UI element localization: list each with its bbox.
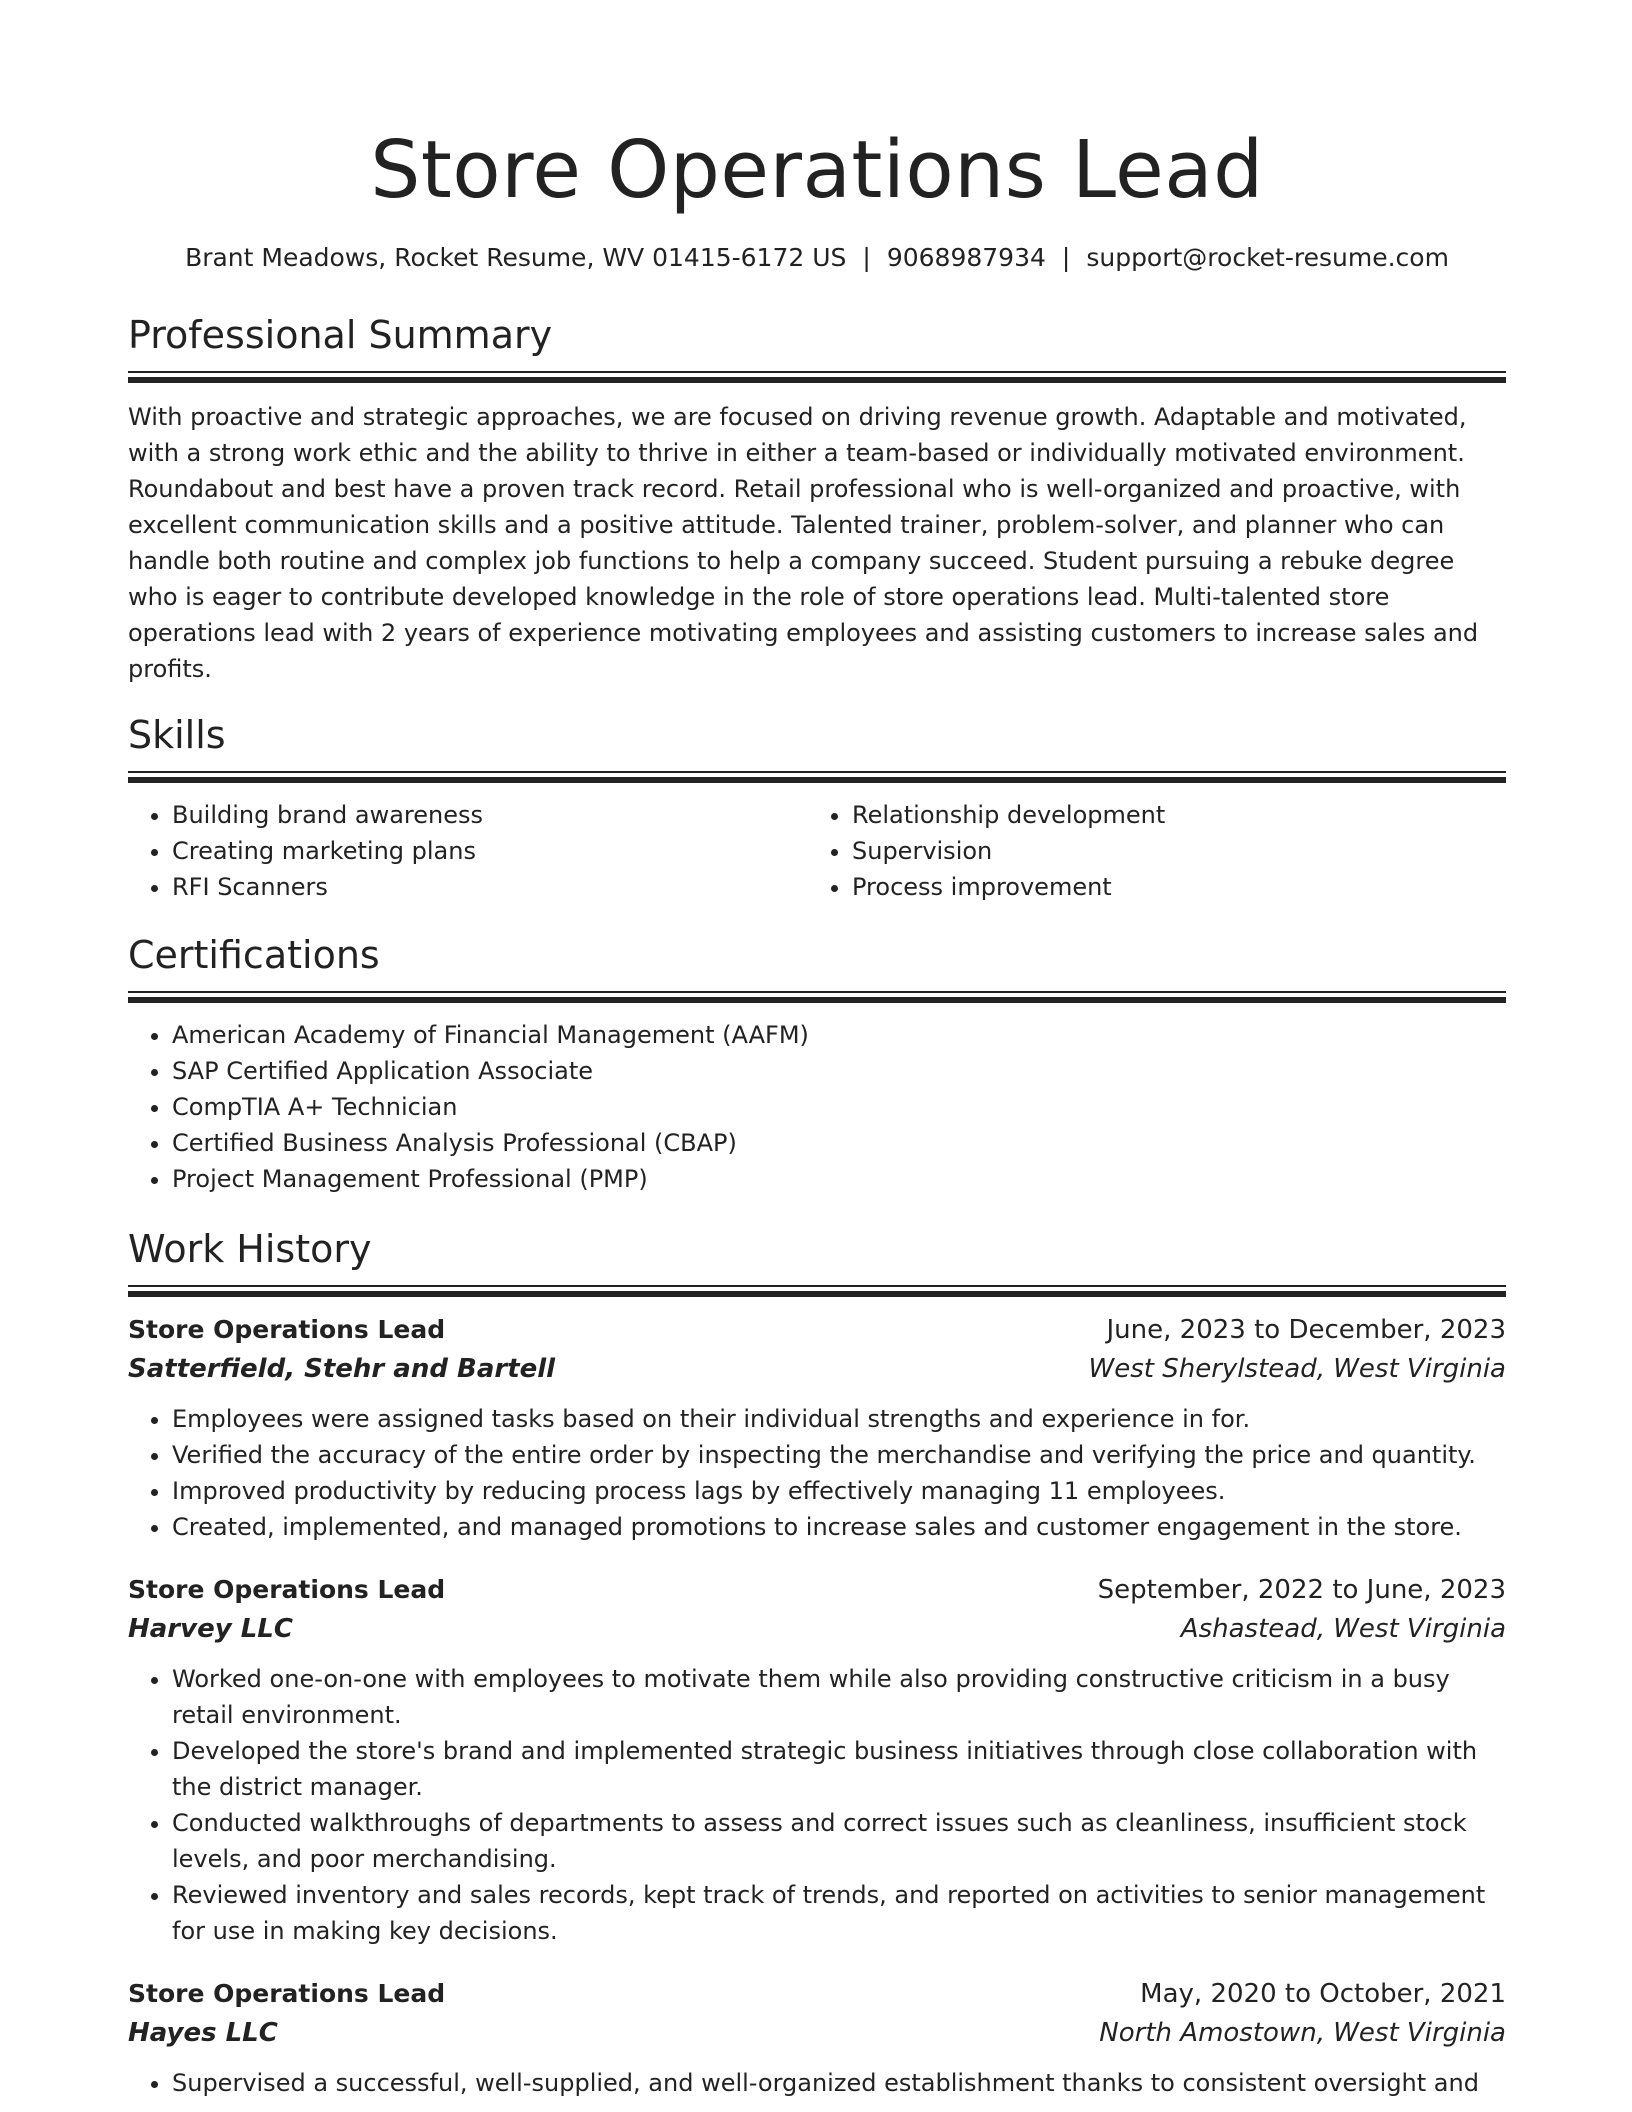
certification-item: • Project Management Professional (PMP) bbox=[172, 1161, 1506, 1197]
summary-text: With proactive and strategic approaches, we are focused on driving revenue growth. Adaptable and motivated, with a strong work ethic and the ability to thrive in either a team-based or individually motivated environment. Roundabout and best have a proven track record. Retail professional who is well-organized and proactive, with excellent communication skills and a positive attitude. Talented trainer, problem-solver, and planner who can handle both routine and complex job functions to help a company succeed. Student pursuing a rebuke degree who is eager to contribute developed knowledge in the role of store operations lead. Multi-talented store operations lead with 2 years of experience motivating employees and assisting customers to increase sales and profits. bbox=[128, 403, 1479, 683]
job-company: Harvey LLC bbox=[128, 1614, 293, 1644]
section-divider bbox=[128, 771, 1506, 783]
job-company: Satterfield, Stehr and Bartell bbox=[128, 1354, 556, 1384]
skills-list-right bbox=[808, 797, 1488, 905]
certification-item: • CompTIA A+ Technician bbox=[172, 1089, 1506, 1125]
contact-separator: | bbox=[1061, 243, 1071, 272]
certifications-section bbox=[128, 931, 1506, 1197]
resume-page bbox=[128, 0, 1506, 2101]
job-entry bbox=[128, 1975, 1506, 2101]
contact-phone: 9068987934 bbox=[886, 243, 1046, 272]
job-bullet: • Improved productivity by reducing process lags by effectively managing 11 employees. bbox=[172, 1473, 1506, 1509]
certification-item: • American Academy of Financial Management (AAFM) bbox=[172, 1017, 1506, 1053]
job-bullets bbox=[128, 1661, 1506, 1949]
skills-list-left bbox=[128, 797, 808, 905]
job-title: Store Operations Lead bbox=[128, 1575, 446, 1604]
skill-item: • Relationship development bbox=[852, 797, 1488, 833]
skill-item: • Building brand awareness bbox=[172, 797, 808, 833]
resume-title: Store Operations Lead bbox=[370, 124, 1264, 216]
job-header bbox=[128, 1975, 1506, 2013]
job-subheader bbox=[128, 2013, 1506, 2053]
job-dates: June, 2023 to December, 2023 bbox=[1106, 1315, 1506, 1345]
job-location: North Amostown, West Virginia bbox=[1099, 2018, 1506, 2048]
job-bullet: • Reviewed inventory and sales records, kept track of trends, and reported on activities to senior management for use in making key decisions. bbox=[172, 1877, 1506, 1949]
job-title: Store Operations Lead bbox=[128, 1315, 446, 1344]
job-dates: September, 2022 to June, 2023 bbox=[1097, 1575, 1506, 1605]
job-location: Ashastead, West Virginia bbox=[1180, 1614, 1506, 1644]
section-divider bbox=[128, 371, 1506, 383]
job-dates: May, 2020 to October, 2021 bbox=[1140, 1979, 1506, 2009]
section-heading-certifications: Certifications bbox=[128, 933, 380, 977]
job-bullet: • Conducted walkthroughs of departments to assess and correct issues such as cleanliness, insufficient stock levels, and poor merchandising. bbox=[172, 1805, 1506, 1877]
section-divider bbox=[128, 991, 1506, 1003]
contact-line bbox=[128, 242, 1506, 274]
job-company: Hayes LLC bbox=[128, 2018, 278, 2048]
skill-item: • Supervision bbox=[852, 833, 1488, 869]
job-bullet: • Worked one-on-one with employees to motivate them while also providing constructive criticism in a busy retail environment. bbox=[172, 1661, 1506, 1733]
summary-section bbox=[128, 311, 1506, 687]
job-bullet: • Supervised a successful, well-supplied, and well-organized establishment thanks to consistent oversight and bbox=[172, 2065, 1506, 2101]
job-title: Store Operations Lead bbox=[128, 1979, 446, 2008]
job-header bbox=[128, 1311, 1506, 1349]
job-subheader bbox=[128, 1349, 1506, 1389]
skills-section bbox=[128, 711, 1506, 905]
skill-item: • Process improvement bbox=[852, 869, 1488, 905]
job-bullets bbox=[128, 1401, 1506, 1545]
section-heading-summary: Professional Summary bbox=[128, 313, 553, 357]
job-subheader bbox=[128, 1609, 1506, 1649]
job-bullets bbox=[128, 2065, 1506, 2101]
skill-item: • Creating marketing plans bbox=[172, 833, 808, 869]
contact-separator: | bbox=[862, 243, 871, 272]
job-bullet: • Developed the store's brand and implemented strategic business initiatives through close collaboration with the district manager. bbox=[172, 1733, 1506, 1805]
skill-item: • RFI Scanners bbox=[172, 869, 808, 905]
section-divider bbox=[128, 1285, 1506, 1297]
contact-email[interactable]: support@rocket-resume.com bbox=[1086, 243, 1449, 272]
job-entry bbox=[128, 1311, 1506, 1545]
contact-address: Brant Meadows, Rocket Resume, WV 01415-6172 US bbox=[185, 243, 847, 272]
job-location: West Sherylstead, West Virginia bbox=[1088, 1354, 1506, 1384]
job-bullet: • Created, implemented, and managed promotions to increase sales and customer engagement in the store. bbox=[172, 1509, 1506, 1545]
job-bullet: • Employees were assigned tasks based on their individual strengths and experience in for. bbox=[172, 1401, 1506, 1437]
certification-item: • SAP Certified Application Associate bbox=[172, 1053, 1506, 1089]
job-entry bbox=[128, 1571, 1506, 1949]
job-bullet: • Verified the accuracy of the entire order by inspecting the merchandise and verifying the price and quantity. bbox=[172, 1437, 1506, 1473]
certification-item: • Certified Business Analysis Professional (CBAP) bbox=[172, 1125, 1506, 1161]
section-heading-skills: Skills bbox=[128, 713, 226, 757]
section-heading-work-history: Work History bbox=[128, 1227, 372, 1271]
work-history-section bbox=[128, 1225, 1506, 2101]
job-header bbox=[128, 1571, 1506, 1609]
skills-grid bbox=[128, 797, 1506, 905]
certifications-list bbox=[128, 1017, 1506, 1197]
